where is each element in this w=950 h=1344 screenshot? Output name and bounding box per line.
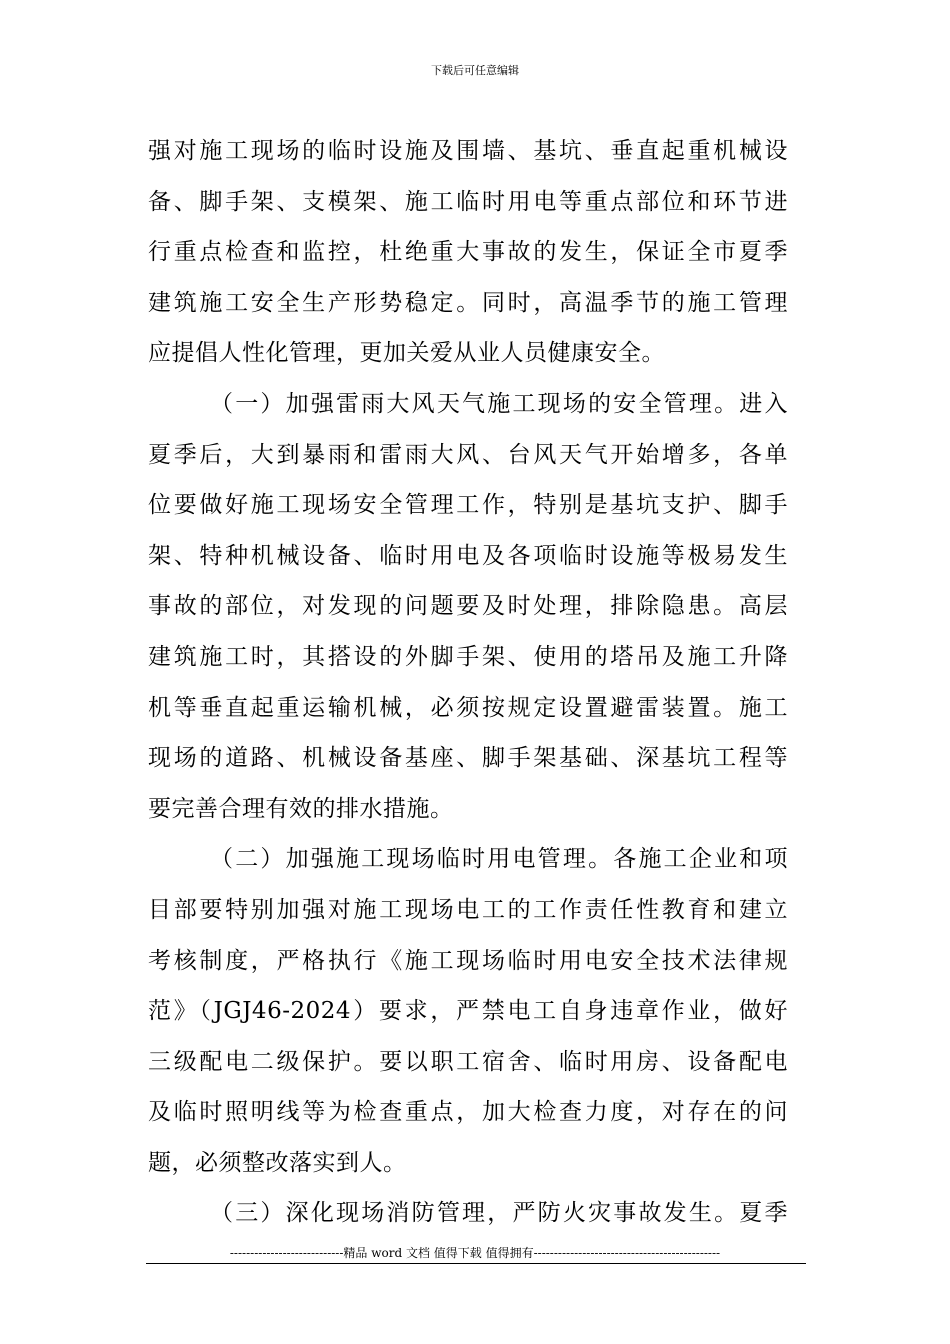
paragraph-3-line-4: 范》（JGJ46-2024）要求，严禁电工自身违章作业，做好 [148, 998, 788, 1025]
document-body [148, 126, 788, 1239]
paragraph-2-line-2: 夏季后，大到暴雨和雷雨大风、台风天气开始增多，各单 [148, 441, 788, 468]
paragraph-4-line-1: （三）深化现场消防管理，严防火灾事故发生。夏季 [210, 1200, 788, 1227]
paragraph-1-line-2: 备、脚手架、支模架、施工临时用电等重点部位和环节进 [148, 188, 788, 215]
paragraph-3-line-3: 考核制度，严格执行《施工现场临时用电安全技术法律规 [148, 947, 788, 974]
paragraph-2-line-5: 事故的部位，对发现的问题要及时处理，排除隐患。高层 [148, 593, 788, 620]
page-header: 下载后可任意编辑 [431, 64, 519, 77]
paragraph-2-line-3: 位要做好施工现场安全管理工作，特别是基坑支护、脚手 [148, 492, 788, 519]
paragraph-2-line-7: 机等垂直起重运输机械，必须按规定设置避雷装置。施工 [148, 694, 788, 721]
paragraph-1-line-4: 建筑施工安全生产形势稳定。同时，高温季节的施工管理 [148, 289, 788, 316]
paragraph-3-line-5: 三级配电二级保护。要以职工宿舍、临时用房、设备配电 [148, 1048, 788, 1075]
paragraph-1-line-3: 行重点检查和监控，杜绝重大事故的发生，保证全市夏季 [148, 239, 788, 266]
paragraph-2-line-6: 建筑施工时，其搭设的外脚手架、使用的塔吊及施工升降 [148, 643, 788, 670]
paragraph-2-line-9: 要完善合理有效的排水措施。 [148, 795, 454, 822]
paragraph-3-line-2: 目部要特别加强对施工现场电工的工作责任性教育和建立 [148, 896, 788, 923]
paragraph-2-line-1: （一）加强雷雨大风天气施工现场的安全管理。进入 [210, 390, 788, 417]
paragraph-2-line-8: 现场的道路、机械设备基座、脚手架基础、深基坑工程等 [148, 745, 788, 772]
paragraph-1-line-5: 应提倡人性化管理，更加关爱从业人员健康安全。 [148, 340, 665, 367]
footer-rule [146, 1263, 806, 1264]
paragraph-3-line-6: 及临时照明线等为检查重点，加大检查力度，对存在的问 [148, 1099, 788, 1126]
page-footer: ----------------------------精品 word 文档 值得下载 值得拥有---------------------------------------------- [229, 1246, 721, 1260]
paragraph-1-line-1: 强对施工现场的临时设施及围墙、基坑、垂直起重机械设 [148, 138, 788, 164]
paragraph-2-line-4: 架、特种机械设备、临时用电及各项临时设施等极易发生 [148, 542, 788, 569]
paragraph-3-line-7: 题，必须整改落实到人。 [148, 1149, 407, 1176]
paragraph-3-line-1: （二）加强施工现场临时用电管理。各施工企业和项 [210, 846, 788, 873]
